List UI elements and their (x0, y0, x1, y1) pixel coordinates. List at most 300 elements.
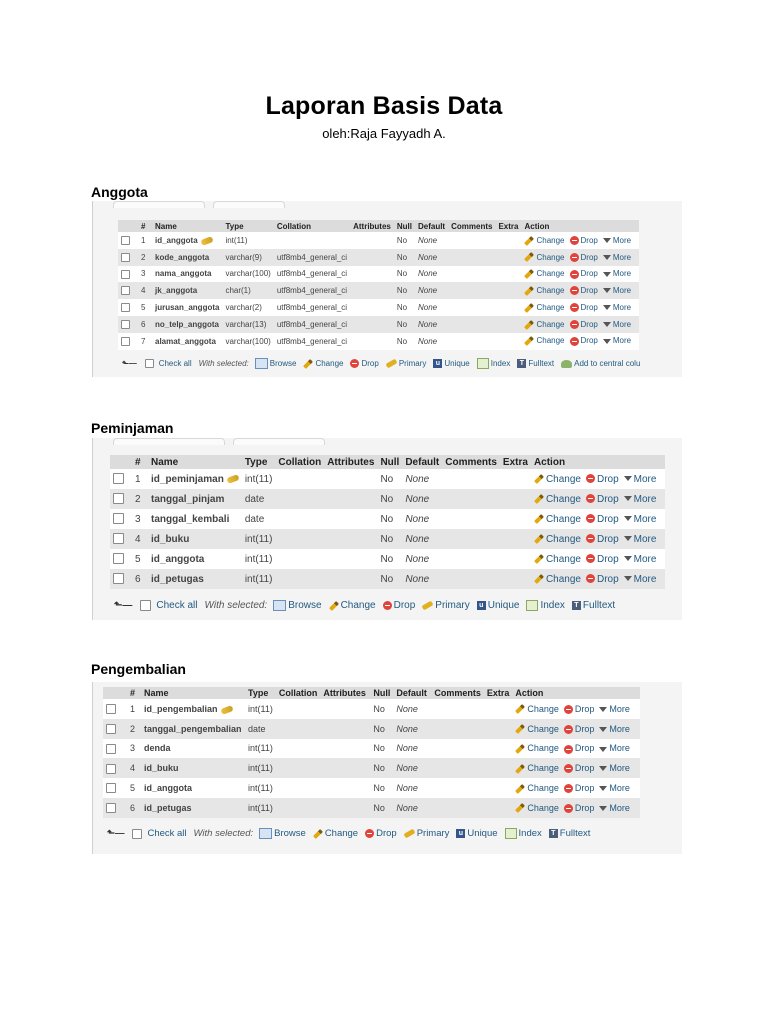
drop-icon (350, 359, 359, 368)
column-header-num[interactable]: # (132, 455, 148, 469)
field-name[interactable]: id_petugas (151, 573, 204, 585)
more-action[interactable] (603, 320, 631, 329)
field-name[interactable]: tanggal_pengembalian (144, 723, 242, 734)
field-name-cell (141, 758, 245, 778)
bulk-browse-button[interactable] (255, 359, 297, 368)
field-name[interactable]: id_anggota (144, 783, 193, 794)
bulk-unique-button[interactable] (433, 359, 469, 368)
bulk-unique-button[interactable] (477, 600, 520, 611)
more-action[interactable] (603, 236, 631, 245)
row-checkbox[interactable] (106, 724, 116, 734)
drop-action[interactable] (570, 320, 598, 329)
more-action[interactable] (599, 724, 630, 734)
field-name[interactable]: nama_anggota (155, 269, 212, 279)
table-row (118, 316, 639, 333)
row-number: 4 (127, 758, 141, 778)
field-actions (531, 489, 665, 509)
row-checkbox[interactable] (106, 764, 116, 774)
row-number: 6 (127, 798, 141, 818)
field-attributes (320, 699, 370, 719)
drop-action[interactable] (564, 783, 595, 793)
row-checkbox[interactable] (121, 253, 130, 262)
table-row (103, 798, 640, 818)
dropdown-arrow-icon (624, 496, 632, 501)
change-action[interactable] (524, 236, 564, 245)
field-default: None (415, 266, 448, 283)
drop-label: Drop (580, 252, 598, 262)
drop-action[interactable] (570, 303, 598, 312)
drop-action[interactable] (564, 803, 595, 813)
row-number: 6 (138, 316, 152, 333)
bulk-index-button[interactable] (505, 828, 542, 839)
bulk-browse-label: Browse (269, 358, 297, 368)
field-collation (276, 739, 321, 759)
column-header-collation[interactable]: Collation (275, 455, 324, 469)
row-select-cell (110, 509, 132, 529)
drop-action[interactable] (570, 236, 598, 245)
column-header-action[interactable]: Action (521, 220, 639, 232)
field-name-cell (148, 529, 242, 549)
table-row (110, 489, 665, 509)
column-header-default[interactable]: Default (402, 455, 442, 469)
drop-icon (586, 474, 595, 483)
column-header-collation[interactable]: Collation (274, 220, 350, 232)
row-number: 2 (132, 489, 148, 509)
change-action[interactable] (534, 554, 581, 565)
check-all[interactable] (140, 600, 197, 611)
with-selected-label: With selected: (198, 358, 249, 368)
field-null: No (394, 282, 415, 299)
row-checkbox[interactable] (121, 286, 130, 295)
pencil-icon (525, 320, 535, 330)
field-null: No (370, 798, 393, 818)
drop-action[interactable] (570, 253, 598, 262)
change-action[interactable] (515, 803, 559, 813)
more-action[interactable] (599, 743, 630, 753)
drop-label: Drop (580, 235, 598, 245)
row-checkbox[interactable] (113, 493, 124, 504)
table-header-row (103, 687, 640, 699)
field-attributes (324, 549, 377, 569)
row-checkbox[interactable] (121, 270, 130, 279)
table-row (110, 529, 665, 549)
bulk-primary-button[interactable] (386, 359, 427, 368)
more-action[interactable] (603, 269, 631, 278)
change-action[interactable] (524, 253, 564, 262)
bulk-change-button[interactable] (313, 828, 358, 839)
field-comments (431, 758, 484, 778)
table-row (118, 266, 639, 283)
row-checkbox[interactable] (113, 573, 124, 584)
dropdown-arrow-icon (624, 476, 632, 481)
change-action[interactable] (534, 574, 581, 585)
drop-icon (586, 514, 595, 523)
field-default: None (393, 778, 431, 798)
unique-icon: u (477, 601, 486, 610)
field-name-cell (152, 266, 222, 283)
field-actions (512, 798, 640, 818)
field-default: None (402, 489, 442, 509)
column-header-comments[interactable]: Comments (431, 687, 484, 699)
browse-icon (255, 358, 268, 369)
check-all[interactable] (145, 359, 192, 368)
column-header-null[interactable]: Null (377, 455, 402, 469)
field-actions (521, 232, 639, 249)
field-comments (448, 266, 495, 283)
field-name[interactable]: kode_anggota (155, 252, 210, 262)
more-action[interactable] (599, 803, 630, 813)
structure-table (118, 220, 639, 350)
row-checkbox[interactable] (106, 704, 116, 714)
change-action[interactable] (534, 474, 581, 485)
change-label: Change (545, 533, 581, 545)
drop-label: Drop (580, 336, 598, 346)
row-number: 1 (132, 469, 148, 489)
column-header-name[interactable]: Name (148, 455, 242, 469)
change-action[interactable] (524, 303, 564, 312)
drop-label: Drop (574, 743, 595, 754)
field-comments (448, 232, 495, 249)
row-checkbox[interactable] (113, 553, 124, 564)
drop-action[interactable] (586, 474, 619, 485)
column-header-action[interactable]: Action (531, 455, 665, 469)
change-action[interactable] (515, 743, 559, 753)
field-type: date (245, 719, 276, 739)
pencil-icon (534, 494, 544, 504)
field-name[interactable]: tanggal_pinjam (151, 493, 225, 505)
field-name[interactable]: id_buku (151, 533, 190, 545)
table-structure-panel (92, 438, 682, 620)
column-header-attributes[interactable]: Attributes (320, 687, 370, 699)
change-label: Change (545, 553, 581, 565)
field-default: None (402, 549, 442, 569)
field-type: int(11) (242, 569, 276, 589)
document-subtitle: oleh:Raja Fayyadh A. (322, 126, 446, 141)
field-default: None (415, 333, 448, 350)
bulk-actions-bar (122, 358, 647, 369)
more-label: More (612, 252, 632, 262)
bulk-index-button[interactable] (526, 600, 564, 611)
dropdown-arrow-icon (599, 766, 607, 771)
row-number: 7 (138, 333, 152, 350)
change-action[interactable] (534, 534, 581, 545)
check-all-checkbox[interactable] (140, 600, 151, 611)
change-label: Change (527, 703, 559, 714)
field-default: None (393, 719, 431, 739)
column-header-collation[interactable]: Collation (276, 687, 321, 699)
primary-key-icon (226, 474, 239, 484)
bulk-primary-button[interactable] (422, 600, 469, 611)
row-number: 6 (132, 569, 148, 589)
select-arrow-icon: ⬑— (122, 358, 137, 368)
drop-action[interactable] (586, 494, 619, 505)
field-name[interactable]: tanggal_kembali (151, 513, 230, 525)
field-collation (275, 569, 324, 589)
more-action[interactable] (603, 286, 631, 295)
drop-icon (570, 253, 579, 262)
pencil-icon (313, 829, 323, 839)
change-action[interactable] (524, 269, 564, 278)
drop-label: Drop (574, 723, 595, 734)
bulk-browse-button[interactable] (273, 600, 321, 611)
dropdown-arrow-icon (603, 272, 611, 277)
change-action[interactable] (524, 336, 564, 345)
primary-key-icon (200, 236, 213, 246)
column-header-comments[interactable]: Comments (448, 220, 495, 232)
field-null: No (370, 699, 393, 719)
change-label: Change (545, 473, 581, 485)
field-default: None (402, 469, 442, 489)
field-default: None (402, 529, 442, 549)
pencil-icon (534, 474, 544, 484)
check-all-checkbox[interactable] (132, 829, 142, 839)
field-type: varchar(2) (222, 299, 273, 316)
dropdown-arrow-icon (599, 727, 607, 732)
pencil-icon (525, 286, 535, 296)
bulk-drop-button[interactable] (383, 600, 416, 611)
field-type: int(11) (245, 699, 276, 719)
field-attributes (350, 316, 394, 333)
field-default: None (402, 509, 442, 529)
field-name[interactable]: jurusan_anggota (155, 303, 220, 313)
field-type: int(11) (245, 778, 276, 798)
field-null: No (370, 719, 393, 739)
drop-label: Drop (580, 319, 598, 329)
change-action[interactable] (524, 320, 564, 329)
field-name[interactable]: id_anggota (151, 553, 205, 565)
more-action[interactable] (624, 554, 657, 565)
row-checkbox[interactable] (106, 783, 116, 793)
row-checkbox[interactable] (121, 320, 130, 329)
column-header-type[interactable]: Type (222, 220, 273, 232)
more-action[interactable] (603, 303, 631, 312)
drop-action[interactable] (586, 534, 619, 545)
field-name-cell (148, 469, 242, 489)
column-header-default[interactable]: Default (415, 220, 448, 232)
row-number: 4 (138, 282, 152, 299)
field-extra (500, 469, 531, 489)
more-label: More (633, 473, 657, 485)
field-null: No (377, 529, 402, 549)
section-title: Anggota (91, 184, 148, 200)
field-actions (521, 249, 639, 266)
field-name[interactable]: jk_anggota (155, 286, 198, 296)
check-all-label: Check all (158, 358, 192, 368)
field-null: No (394, 316, 415, 333)
bulk-fulltext-button[interactable] (517, 359, 554, 368)
more-label: More (612, 319, 632, 329)
field-null: No (377, 509, 402, 529)
drop-action[interactable] (570, 336, 598, 345)
drop-action[interactable] (570, 269, 598, 278)
bulk-central-button[interactable] (561, 359, 640, 368)
change-action[interactable] (515, 763, 559, 773)
field-name-cell (141, 778, 245, 798)
dropdown-arrow-icon (624, 536, 632, 541)
more-label: More (612, 286, 632, 296)
field-collation (276, 778, 321, 798)
change-label: Change (527, 723, 559, 734)
bulk-fulltext-label: Fulltext (559, 828, 591, 840)
more-action[interactable] (624, 514, 657, 525)
row-checkbox[interactable] (113, 513, 124, 524)
field-comments (431, 778, 484, 798)
change-action[interactable] (534, 494, 581, 505)
more-action[interactable] (624, 494, 657, 505)
column-header-extra[interactable]: Extra (495, 220, 521, 232)
field-comments (431, 798, 484, 818)
column-header-num[interactable]: # (127, 687, 141, 699)
drop-action[interactable] (564, 704, 595, 714)
field-name[interactable]: no_telp_anggota (155, 319, 220, 329)
drop-action[interactable] (564, 763, 595, 773)
drop-action[interactable] (564, 743, 595, 753)
bulk-drop-button[interactable] (350, 359, 378, 368)
bulk-change-label: Change (324, 828, 359, 840)
cropped-tab (233, 438, 325, 445)
column-header-null[interactable]: Null (394, 220, 415, 232)
change-label: Change (545, 513, 581, 525)
drop-action[interactable] (586, 574, 619, 585)
pencil-icon (525, 236, 535, 246)
field-comments (442, 569, 500, 589)
row-checkbox[interactable] (106, 744, 116, 754)
dropdown-arrow-icon (603, 322, 611, 327)
column-header-type[interactable]: Type (245, 687, 276, 699)
fulltext-icon: T (572, 601, 581, 610)
column-header-null[interactable]: Null (370, 687, 393, 699)
bulk-primary-button[interactable] (404, 828, 450, 839)
drop-action[interactable] (570, 286, 598, 295)
bulk-browse-button[interactable] (259, 828, 306, 839)
more-action[interactable] (599, 763, 630, 773)
field-name[interactable]: id_pengembalian (144, 703, 218, 714)
column-header-select (118, 220, 138, 232)
table-row (110, 549, 665, 569)
change-action[interactable] (524, 286, 564, 295)
more-action[interactable] (624, 534, 657, 545)
field-comments (431, 739, 484, 759)
bulk-change-button[interactable] (303, 359, 343, 368)
table-row (103, 778, 640, 798)
drop-icon (586, 534, 595, 543)
field-name-cell (152, 316, 222, 333)
bulk-fulltext-button[interactable] (549, 828, 591, 839)
change-action[interactable] (515, 783, 559, 793)
row-number: 2 (127, 719, 141, 739)
change-action[interactable] (515, 704, 559, 714)
field-name[interactable]: alamat_anggota (155, 336, 216, 346)
change-action[interactable] (534, 514, 581, 525)
column-header-num[interactable]: # (138, 220, 152, 232)
change-action[interactable] (515, 724, 559, 734)
column-header-attributes[interactable]: Attributes (324, 455, 377, 469)
bulk-index-label: Index (518, 828, 542, 840)
row-checkbox[interactable] (113, 473, 124, 484)
field-name[interactable]: denda (144, 743, 171, 754)
bulk-index-label: Index (540, 600, 565, 612)
bulk-primary-label: Primary (398, 358, 427, 368)
field-type: date (242, 509, 276, 529)
more-action[interactable] (603, 336, 631, 345)
row-number: 3 (138, 266, 152, 283)
drop-label: Drop (574, 802, 595, 813)
field-name-cell (141, 699, 245, 719)
more-label: More (609, 802, 630, 813)
column-header-action[interactable]: Action (512, 687, 640, 699)
drop-action[interactable] (564, 724, 595, 734)
field-attributes (320, 798, 370, 818)
field-collation: utf8mb4_general_ci (274, 249, 350, 266)
check-all[interactable] (132, 828, 186, 839)
row-checkbox[interactable] (121, 337, 130, 346)
change-label: Change (545, 493, 581, 505)
cropped-tab (113, 438, 225, 445)
bulk-fulltext-button[interactable] (572, 600, 615, 611)
field-name[interactable]: id_peminjaman (151, 473, 224, 485)
more-label: More (612, 269, 632, 279)
field-name[interactable]: id_anggota (155, 235, 198, 245)
fulltext-icon: T (549, 829, 558, 838)
field-actions (521, 282, 639, 299)
pencil-icon (515, 705, 525, 715)
field-extra (495, 266, 521, 283)
drop-label: Drop (596, 533, 619, 545)
more-action[interactable] (603, 253, 631, 262)
bulk-unique-button[interactable] (456, 828, 497, 839)
drop-action[interactable] (586, 554, 619, 565)
column-header-default[interactable]: Default (393, 687, 431, 699)
row-checkbox[interactable] (121, 236, 130, 245)
column-header-attributes[interactable]: Attributes (350, 220, 394, 232)
column-header-comments[interactable]: Comments (442, 455, 500, 469)
column-header-extra[interactable]: Extra (484, 687, 513, 699)
column-header-name[interactable]: Name (152, 220, 222, 232)
bulk-index-button[interactable] (477, 359, 511, 368)
field-attributes (324, 489, 377, 509)
column-header-extra[interactable]: Extra (500, 455, 531, 469)
column-header-type[interactable]: Type (242, 455, 276, 469)
more-label: More (633, 513, 657, 525)
bulk-change-button[interactable] (329, 600, 376, 611)
row-select-cell (118, 316, 138, 333)
row-checkbox[interactable] (106, 803, 116, 813)
index-icon (477, 358, 489, 369)
field-name[interactable]: id_buku (144, 763, 179, 774)
row-checkbox[interactable] (121, 303, 130, 312)
check-all-checkbox[interactable] (145, 359, 154, 368)
field-collation (276, 719, 321, 739)
more-action[interactable] (599, 783, 630, 793)
bulk-drop-button[interactable] (365, 828, 397, 839)
field-collation: utf8mb4_general_ci (274, 299, 350, 316)
field-actions (512, 778, 640, 798)
check-all-label: Check all (156, 600, 198, 612)
column-header-name[interactable]: Name (141, 687, 245, 699)
table-row (110, 569, 665, 589)
table-row (118, 333, 639, 350)
row-checkbox[interactable] (113, 533, 124, 544)
more-action[interactable] (624, 574, 657, 585)
field-name[interactable]: id_petugas (144, 802, 192, 813)
pencil-icon (534, 554, 544, 564)
drop-label: Drop (574, 763, 595, 774)
field-name-cell (148, 569, 242, 589)
more-action[interactable] (599, 704, 630, 714)
more-action[interactable] (624, 474, 657, 485)
index-icon (505, 828, 517, 839)
drop-action[interactable] (586, 514, 619, 525)
